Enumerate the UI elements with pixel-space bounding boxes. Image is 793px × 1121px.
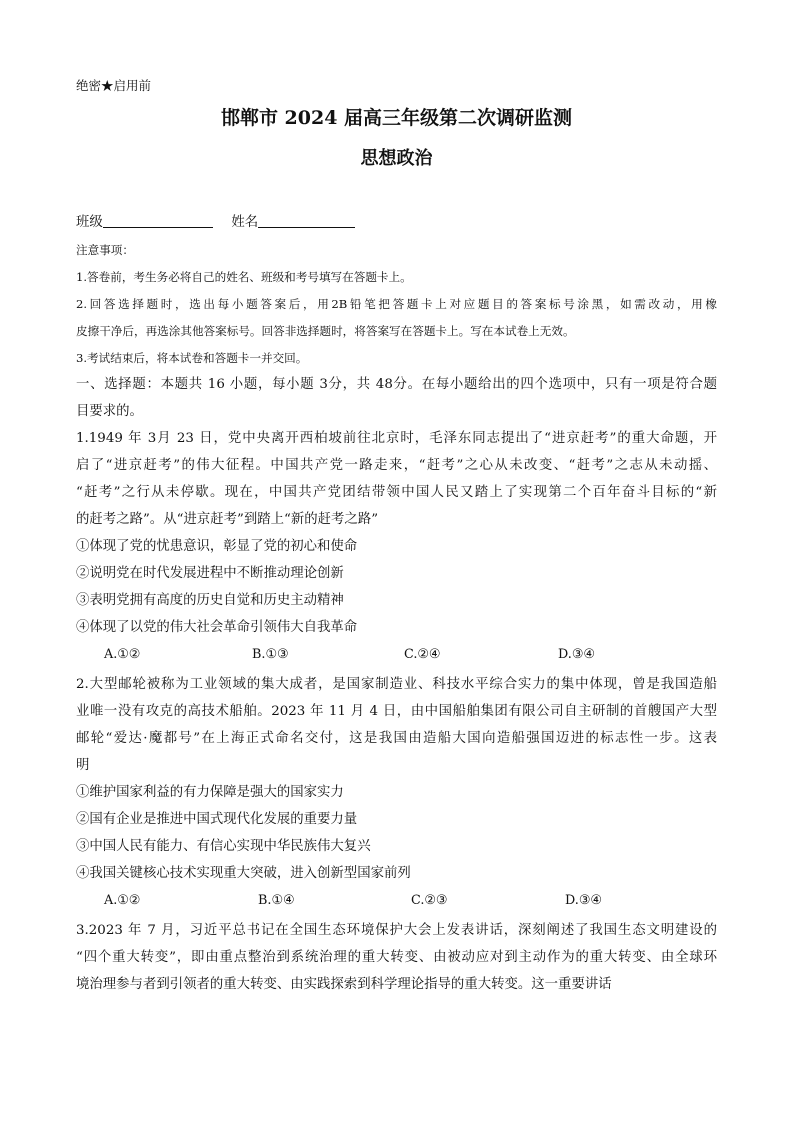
student-info-fields [76, 213, 717, 233]
q2-statement-4: ④我国关键核心技术实现重大突破，进入创新型国家前列 [76, 866, 411, 881]
q2-option-b[interactable]: B.①④ [258, 893, 295, 908]
notice-item-1: 1.答卷前，考生务必将自己的姓名、班级和考号填写在答题卡上。 [76, 270, 412, 284]
q1-option-b[interactable]: B.①③ [252, 647, 289, 662]
q1-option-a[interactable]: A.①② [104, 647, 141, 662]
q1-stem-line-4: 的赶考之路”。从“进京赶考”到踏上“新的赶考之路” [76, 512, 379, 527]
q2-statement-2: ②国有企业是推进中国式现代化发展的重要力量 [76, 812, 358, 827]
q2-stem-line-1: 2.大型邮轮被称为工业领域的集大成者，是国家制造业、科技水平综合实力的集中体现，曾是我国造船 [76, 677, 717, 692]
q1-stem-line-1: 1.1949 年 3月 23 日，党中央离开西柏坡前往北京时，毛泽东同志提出了“进京赶考”的重大命题，开 [76, 431, 717, 446]
q2-statement-1: ①维护国家利益的有力保障是强大的国家实力 [76, 785, 344, 800]
q2-option-a[interactable]: A.①② [104, 893, 141, 908]
q1-stem-line-3: “赶考”之行从未停歇。现在，中国共产党团结带领中国人民又踏上了实现第二个百年奋斗目标的“新 [76, 485, 717, 500]
q1-stem-line-2: 启了“进京赶考”的伟大征程。中国共产党一路走来，“赶考”之心从未改变、“赶考”之志从未动摇、 [76, 458, 717, 473]
q3-stem-line-1: 3.2023 年 7 月，习近平总书记在全国生态环境保护大会上发表讲话，深刻阐述了我国生态文明建设的 [76, 923, 717, 938]
q1-statement-3: ③表明党拥有高度的历史自觉和历史主动精神 [76, 593, 344, 608]
q3-stem-line-3: 境治理参与者到引领者的重大转变、由实践探索到科学理论指导的重大转变。这一重要讲话 [76, 977, 612, 992]
notice-item-3: 3.考试结束后，将本试卷和答题卡一并交回。 [76, 351, 308, 365]
section-1-heading-line-2: 目要求的。 [76, 404, 143, 419]
q2-stem-line-4: 明 [76, 758, 90, 773]
q1-statement-1: ①体现了党的忧患意识，彰显了党的初心和使命 [76, 539, 358, 554]
class-label: 班级 [76, 215, 103, 230]
exam-title: 邯郸市 2024 届高三年级第二次调研监测 [220, 107, 573, 129]
q1-statement-2: ②说明党在时代发展进程中不断推动理论创新 [76, 566, 344, 581]
notice-item-2-line-1: 2.回答选择题时，选出每小题答案后，用2B铅笔把答题卡上对应题目的答案标号涂黑，如需改动，用橡 [76, 297, 717, 311]
q2-option-d[interactable]: D.③④ [565, 893, 602, 908]
confidential-label: 绝密★启用前 [76, 78, 152, 93]
q2-stem-line-2: 业唯一没有攻克的高技术船舶。2023 年 11 月 4 日，由中国船舶集团有限公司自主研制的首艘国产大型 [76, 704, 717, 719]
q1-statement-4: ④体现了以党的伟大社会革命引领伟大自我革命 [76, 620, 358, 635]
q3-stem-line-2: “四个重大转变”，即由重点整治到系统治理的重大转变、由被动应对到主动作为的重大转变、由全球环 [76, 950, 717, 965]
q2-options [0, 893, 793, 913]
q1-option-d[interactable]: D.③④ [558, 647, 595, 662]
class-blank[interactable] [103, 213, 213, 228]
notice-heading: 注意事项： [76, 243, 134, 257]
q2-option-c[interactable]: C.②③ [411, 893, 448, 908]
name-label: 姓名 [231, 215, 259, 230]
q2-stem-line-3: 邮轮“爱达·魔都号”在上海正式命名交付，这是我国由造船大国向造船强国迈进的标志性一步。这表 [76, 731, 717, 746]
section-1-heading-line-1: 一、选择题：本题共 16 小题，每小题 3分，共 48分。在每小题给出的四个选项中，只有一项是符合题 [76, 377, 717, 392]
name-blank[interactable] [258, 213, 355, 228]
q1-options [0, 647, 793, 667]
q2-statement-3: ③中国人民有能力、有信心实现中华民族伟大复兴 [76, 839, 371, 854]
q1-option-c[interactable]: C.②④ [404, 647, 441, 662]
exam-subject: 思想政治 [360, 148, 433, 169]
notice-item-2-line-2: 皮擦干净后，再选涂其他答案标号。回答非选择题时，将答案写在答题卡上。写在本试卷上无效。 [76, 324, 575, 338]
